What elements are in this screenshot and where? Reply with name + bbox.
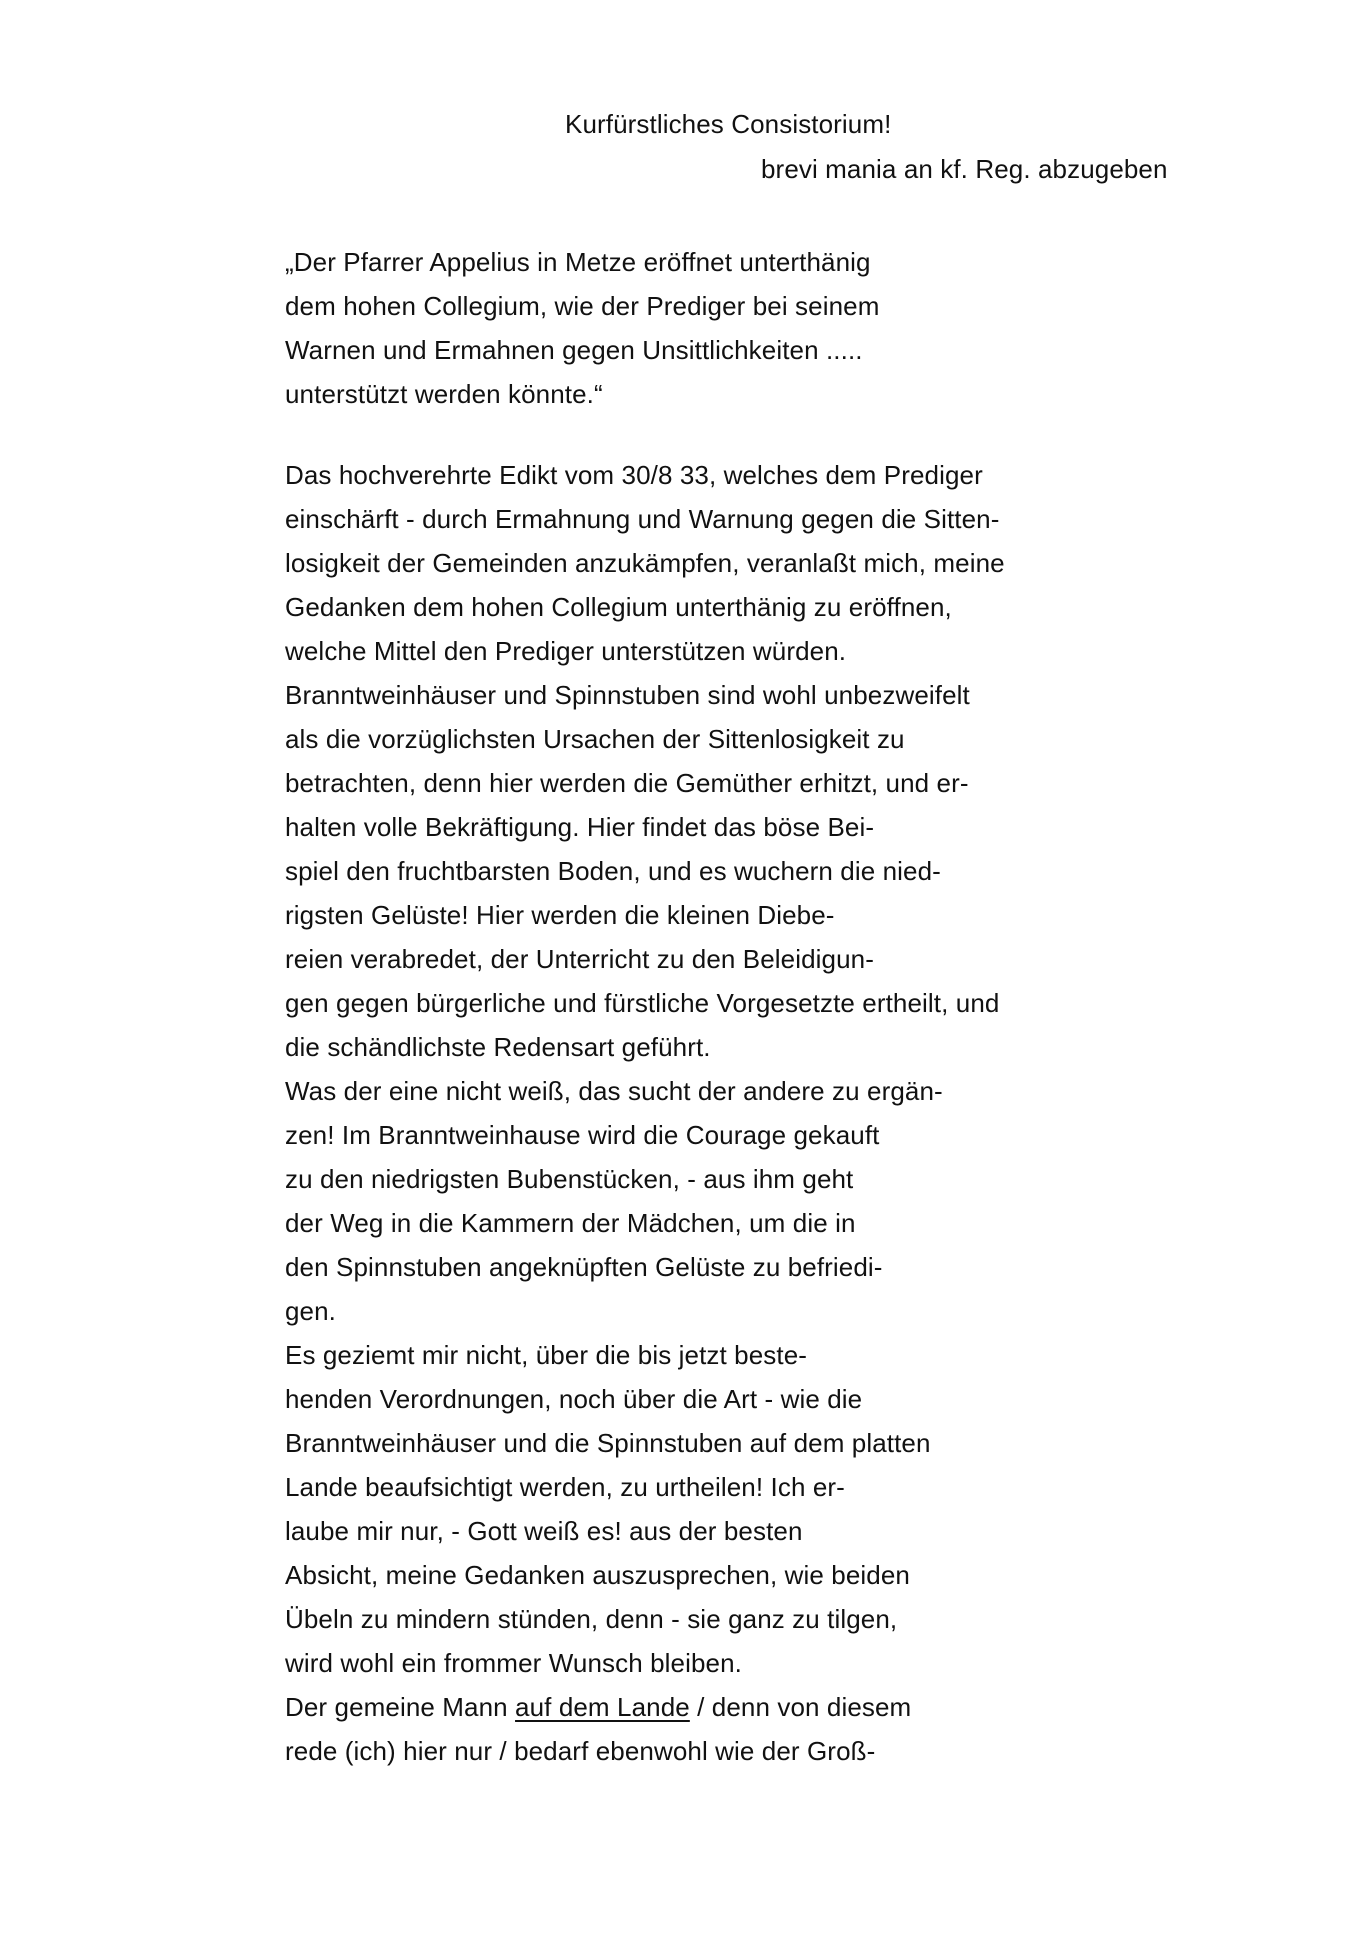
body-line: Gedanken dem hohen Collegium unterthänig zu eröffnen, <box>285 592 952 622</box>
body-line: reien verabredet, der Unterricht zu den Beleidigun- <box>285 944 874 974</box>
body-line: Was der eine nicht weiß, das sucht der andere zu ergän- <box>285 1076 943 1106</box>
body-line: welche Mittel den Prediger unterstützen würden. <box>285 636 847 666</box>
body-line: halten volle Bekräftigung. Hier findet das böse Bei- <box>285 812 875 842</box>
routing-note: brevi mania an kf. Reg. abzugeben <box>761 154 1168 184</box>
body-line: den Spinnstuben angeknüpften Gelüste zu befriedi- <box>285 1252 883 1282</box>
quote-line: dem hohen Collegium, wie der Prediger bei seinem <box>285 291 880 321</box>
body-line-with-underline <box>285 1685 1185 1729</box>
body-line: als die vorzüglichsten Ursachen der Sittenlosigkeit zu <box>285 724 905 754</box>
body-line: betrachten, denn hier werden die Gemüther erhitzt, und er- <box>285 768 969 798</box>
quoted-subject <box>285 240 1105 416</box>
underlined-phrase: auf dem Lande <box>515 1692 690 1722</box>
body-line: spiel den fruchtbarsten Boden, und es wuchern die nied- <box>285 856 941 886</box>
body-line: die schändlichste Redensart geführt. <box>285 1032 711 1062</box>
body-line: zen! Im Branntweinhause wird die Courage gekauft <box>285 1120 880 1150</box>
body-line: rigsten Gelüste! Hier werden die kleinen Diebe- <box>285 900 835 930</box>
body-line: gen. <box>285 1296 337 1326</box>
addressee-line: Kurfürstliches Consistorium! <box>565 109 892 139</box>
body-line: henden Verordnungen, noch über die Art - wie die <box>285 1384 863 1414</box>
body-line: Es geziemt mir nicht, über die bis jetzt beste- <box>285 1340 808 1370</box>
body-line-text: Der gemeine Mann <box>285 1692 516 1722</box>
body-line: wird wohl ein frommer Wunsch bleiben. <box>285 1648 742 1678</box>
quote-line: unterstützt werden könnte.“ <box>285 379 603 409</box>
body-line-text: / denn von diesem <box>689 1692 912 1722</box>
body-line: Absicht, meine Gedanken auszusprechen, wie beiden <box>285 1560 910 1590</box>
body-line: gen gegen bürgerliche und fürstliche Vorgesetzte ertheilt, und <box>285 988 1000 1018</box>
body-line: der Weg in die Kammern der Mädchen, um die in <box>285 1208 856 1238</box>
body-line: laube mir nur, - Gott weiß es! aus der besten <box>285 1516 803 1546</box>
body-line: Lande beaufsichtigt werden, zu urtheilen! Ich er- <box>285 1472 845 1502</box>
letter-body <box>285 453 1185 1773</box>
body-line: Branntweinhäuser und die Spinnstuben auf dem platten <box>285 1428 931 1458</box>
body-line: Das hochverehrte Edikt vom 30/8 33, welches dem Prediger <box>285 460 983 490</box>
body-line: zu den niedrigsten Bubenstücken, - aus ihm geht <box>285 1164 854 1194</box>
body-line: einschärft - durch Ermahnung und Warnung gegen die Sitten- <box>285 504 1000 534</box>
body-line: Übeln zu mindern stünden, denn - sie ganz zu tilgen, <box>285 1604 898 1634</box>
body-line: losigkeit der Gemeinden anzukämpfen, veranlaßt mich, meine <box>285 548 1005 578</box>
quote-line: Warnen und Ermahnen gegen Unsittlichkeiten ..... <box>285 335 863 365</box>
body-line: rede (ich) hier nur / bedarf ebenwohl wie der Groß- <box>285 1736 876 1766</box>
body-line: Branntweinhäuser und Spinnstuben sind wohl unbezweifelt <box>285 680 970 710</box>
quote-line: „Der Pfarrer Appelius in Metze eröffnet unterthänig <box>285 247 871 277</box>
